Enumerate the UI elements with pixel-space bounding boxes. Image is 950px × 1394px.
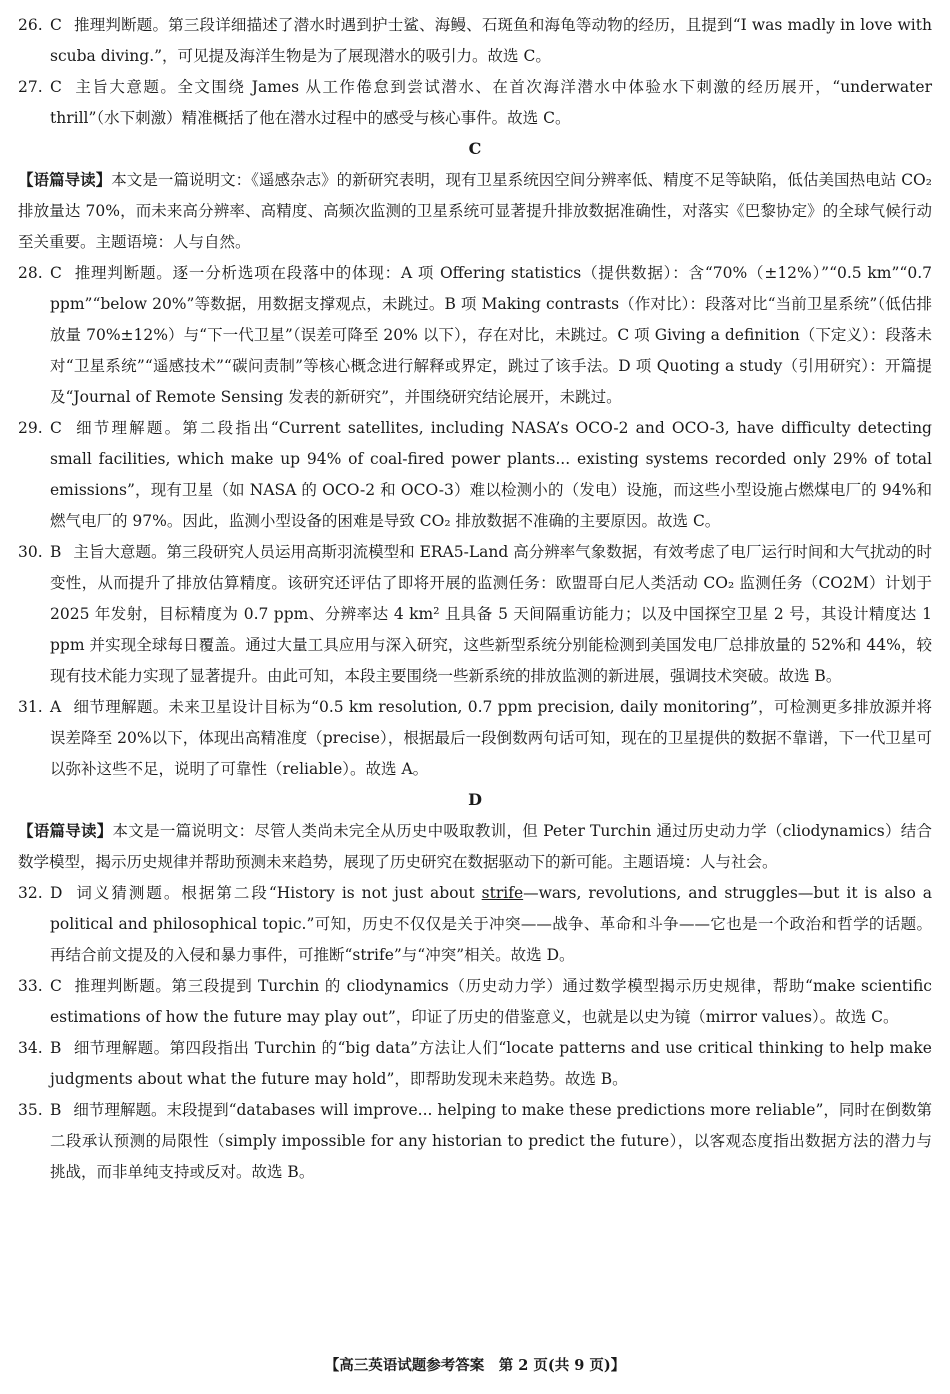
question-type: 词义猜测题。 bbox=[74, 884, 182, 902]
answer-item-26 bbox=[18, 10, 932, 72]
answer-body bbox=[18, 971, 932, 1033]
question-type: 细节理解题。 bbox=[73, 1101, 167, 1119]
explanation-text: 第三段提到 Turchin 的 cliodynamics（历史动力学）通过数学模型揭示历史规律，帮助“make scientific estimations of how the future may play out”，印证了历史的借鉴意义，也就是以史为镜（mirror values）。故选 C。 bbox=[50, 977, 932, 1026]
guide-label: 【语篇导读】 bbox=[18, 821, 113, 840]
answer-letter: C bbox=[50, 16, 62, 34]
explanation-text: 未来卫星设计目标为“0.5 km resolution, 0.7 ppm precision, daily monitoring”，可检测更多排放源并将误差降至 20%以下，体现出高精准度（precise），根据最后一段倒数两句话可知，现在的卫星提供的数据不靠谱，下一代卫星可以弥补这些不足，说明了可靠性（reliable）。故选 A。 bbox=[50, 698, 932, 778]
question-type: 主旨大意题。 bbox=[73, 543, 167, 561]
answer-body bbox=[18, 692, 932, 785]
item-number: 29. bbox=[18, 419, 43, 437]
answer-body bbox=[18, 10, 932, 72]
answer-body bbox=[18, 1095, 932, 1188]
answer-item-29 bbox=[18, 413, 932, 537]
answer-item-35 bbox=[18, 1095, 932, 1188]
section-d-guide bbox=[18, 815, 932, 878]
explanation-text: 第四段指出 Turchin 的“big data”方法让人们“locate patterns and use critical thinking to help make judgments about what the future may hold”，即帮助发现未来趋势。故选 B。 bbox=[50, 1039, 932, 1088]
item-number: 32. bbox=[18, 884, 43, 902]
answer-body bbox=[18, 537, 932, 692]
section-c-title: C bbox=[468, 139, 482, 158]
explanation-text-cont: —wars, revolutions, and struggles—but it is also a political and philosophical topic.”可知，历史不仅仅是关于冲突——战争、革命和斗争——它也是一个政治和哲学的话题。再结合前文提及的入侵和暴力事件，可推断“strife”与“冲突”相关。故选 D。 bbox=[50, 884, 932, 964]
guide-text: 本文是一篇说明文：尽管人类尚未完全从历史中吸取教训，但 Peter Turchin 通过历史动力学（cliodynamics）结合数学模型，揭示历史规律并帮助预测未来趋势，展现了历史研究在数据驱动下的新可能。主题语境：人与社会。 bbox=[18, 822, 932, 871]
underlined-word: strife bbox=[481, 884, 524, 902]
item-number: 31. bbox=[18, 698, 43, 716]
section-c-guide bbox=[18, 164, 932, 258]
question-type: 细节理解题。 bbox=[73, 419, 183, 437]
guide-label: 【语篇导读】 bbox=[18, 170, 112, 189]
answer-letter: C bbox=[50, 977, 62, 995]
explanation-text: 根据第二段“History is not just about bbox=[181, 884, 482, 902]
answer-item-28 bbox=[18, 258, 932, 413]
question-type: 推理判断题。 bbox=[73, 264, 173, 282]
answer-item-27 bbox=[18, 72, 932, 134]
answer-body bbox=[18, 413, 932, 537]
item-number: 28. bbox=[18, 264, 43, 282]
item-number: 35. bbox=[18, 1101, 43, 1119]
answer-letter: A bbox=[50, 698, 62, 716]
answer-page bbox=[18, 10, 932, 1188]
answer-letter: C bbox=[50, 78, 62, 96]
item-number: 34. bbox=[18, 1039, 43, 1057]
answer-body bbox=[18, 878, 932, 971]
answer-body bbox=[18, 1033, 932, 1095]
answer-letter: C bbox=[50, 264, 62, 282]
explanation-text: 全文围绕 James 从工作倦怠到尝试潜水、在首次海洋潜水中体验水下刺激的经历展开，“underwater thrill”（水下刺激）精准概括了他在潜水过程中的感受与核心事件。故选 C。 bbox=[50, 78, 932, 127]
question-type: 主旨大意题。 bbox=[73, 78, 178, 96]
answer-body bbox=[18, 258, 932, 413]
answer-letter: B bbox=[50, 1039, 62, 1057]
question-type: 推理判断题。 bbox=[73, 16, 169, 34]
item-number: 26. bbox=[18, 16, 43, 34]
item-number: 33. bbox=[18, 977, 43, 995]
answer-item-30 bbox=[18, 537, 932, 692]
answer-item-33 bbox=[18, 971, 932, 1033]
explanation-text: 第三段研究人员运用高斯羽流模型和 ERA5-Land 高分辨率气象数据，有效考虑了电厂运行时间和大气扰动的时变性，从而提升了排放估算精度。该研究还评估了即将开展的监测任务：欧盟哥白尼人类活动 CO₂ 监测任务（CO2M）计划于 2025 年发射，目标精度为 0.7 ppm、分辨率达 4 km² 且具备 5 天间隔重访能力；以及中国探空卫星 2 号，其设计精度达 1 ppm 并实现全球每日覆盖。通过大量工具应用与深入研究，这些新型系统分别能检测到美国发电厂总排放量的 52%和 44%，较现有技术能力实现了显著提升。由此可知，本段主要围绕一些新系统的排放监测的新进展，强调技术突破。故选 B。 bbox=[50, 543, 932, 685]
question-type: 细节理解题。 bbox=[73, 698, 169, 716]
answer-letter: C bbox=[50, 419, 62, 437]
answer-body bbox=[18, 72, 932, 134]
question-type: 推理判断题。 bbox=[73, 977, 172, 995]
explanation-text: 第二段指出“Current satellites, including NASA’s OCO-2 and OCO-3, have difficulty detecting small facilities, which make up 94% of coal-fired power plants... existing systems recorded only 29% of total emissions”，现有卫星（如 NASA 的 OCO-2 和 OCO-3）难以检测小的（发电）设施，而这些小型设施占燃煤电厂的 94%和燃气电厂的 97%。因此，监测小型设备的困难是导致 CO₂ 排放数据不准确的主要原因。故选 C。 bbox=[50, 419, 932, 530]
explanation-text: 逐一分析选项在段落中的体现：A 项 Offering statistics（提供数据）：含“70%（±12%）”“0.5 km”“0.7 ppm”“below 20%”等数据，用数据支撑观点，未跳过。B 项 Making contrasts（作对比）：段落对比“当前卫星系统”（低估排放量 70%±12%）与“下一代卫星”（误差可降至 20% 以下），存在对比，未跳过。C 项 Giving a definition（下定义）：段落未对“卫星系统”“遥感技术”“碳问责制”等核心概念进行解释或界定，跳过了该手法。D 项 Quoting a study（引用研究）：开篇提及“Journal of Remote Sensing 发表的新研究”，并围绕研究结论展开，未跳过。 bbox=[50, 264, 932, 406]
guide-text: 本文是一篇说明文：《遥感杂志》的新研究表明，现有卫星系统因空间分辨率低、精度不足等缺陷，低估美国热电站 CO₂ 排放量达 70%，而未来高分辨率、高精度、高频次监测的卫星系统可显著提升排放数据准确性，对落实《巴黎协定》的全球气候行动至关重要。主题语境：人与自然。 bbox=[18, 171, 932, 251]
question-type: 细节理解题。 bbox=[73, 1039, 170, 1057]
section-d-title: D bbox=[468, 790, 482, 809]
answer-item-34 bbox=[18, 1033, 932, 1095]
answer-item-31 bbox=[18, 692, 932, 785]
item-number: 30. bbox=[18, 543, 43, 561]
explanation-text: 末段提到“databases will improve... helping to make these predictions more reliable”，同时在倒数第二段承认预测的局限性（simply impossible for any historian to predict the future），以客观态度指出数据方法的潜力与挑战，而非单纯支持或反对。故选 B。 bbox=[50, 1101, 932, 1181]
answer-letter: B bbox=[50, 1101, 62, 1119]
answer-letter: D bbox=[50, 884, 63, 902]
item-number: 27. bbox=[18, 78, 43, 96]
explanation-text: 第三段详细描述了潜水时遇到护士鲨、海鳗、石斑鱼和海龟等动物的经历，且提到“I was madly in love with scuba diving.”，可见提及海洋生物是为了展现潜水的吸引力。故选 C。 bbox=[50, 16, 932, 65]
answer-letter: B bbox=[50, 543, 62, 561]
page-footer: 【高三英语试题参考答案 第 2 页(共 9 页)】 bbox=[324, 1357, 626, 1374]
answer-item-32 bbox=[18, 878, 932, 971]
